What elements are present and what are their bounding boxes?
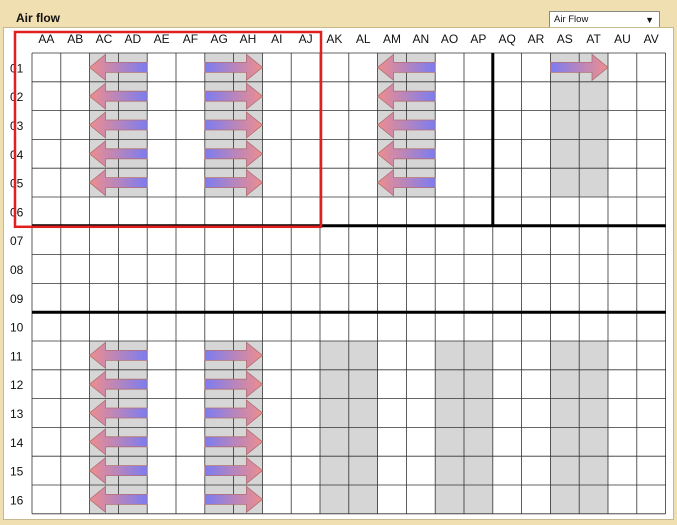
tile-aq-10[interactable] (493, 312, 522, 341)
tile-al-06[interactable] (349, 197, 378, 226)
column-label-am: AM (383, 32, 401, 46)
row-label-04: 04 (10, 147, 24, 162)
tile-af-12[interactable] (176, 370, 205, 399)
tile-aj-08[interactable] (291, 255, 320, 284)
tile-ar-07[interactable] (522, 226, 551, 255)
tile-aa-04[interactable] (32, 139, 61, 168)
tile-au-03[interactable] (608, 111, 637, 140)
tile-ab-16[interactable] (61, 485, 90, 514)
tile-aq-01[interactable] (493, 53, 522, 82)
tile-au-10[interactable] (608, 312, 637, 341)
row-label-02: 02 (10, 90, 24, 105)
tile-an-13[interactable] (406, 399, 435, 428)
tile-ak-09[interactable] (320, 283, 349, 312)
column-label-as: AS (556, 32, 573, 46)
tile-av-01[interactable] (637, 53, 666, 82)
tile-ap-01[interactable] (464, 53, 493, 82)
tile-av-07[interactable] (637, 226, 666, 255)
tile-ar-12[interactable] (522, 370, 551, 399)
tile-al-04[interactable] (349, 139, 378, 168)
tile-af-11[interactable] (176, 341, 205, 370)
tile-ak-04[interactable] (320, 139, 349, 168)
tile-ae-05[interactable] (147, 168, 176, 197)
tile-as-06[interactable] (550, 197, 579, 226)
tile-am-08[interactable] (378, 255, 407, 284)
column-label-al: AL (355, 32, 371, 46)
tile-au-14[interactable] (608, 427, 637, 456)
tile-am-13[interactable] (378, 399, 407, 428)
tile-aq-09[interactable] (493, 283, 522, 312)
tile-af-14[interactable] (176, 427, 205, 456)
row-label-10: 10 (10, 320, 24, 335)
row-label-11: 11 (10, 349, 23, 364)
column-label-ae: AE (153, 32, 170, 46)
column-label-ak: AK (326, 32, 343, 46)
tile-av-13[interactable] (637, 399, 666, 428)
tile-ah-09[interactable] (234, 283, 263, 312)
tile-ac-07[interactable] (90, 226, 119, 255)
tile-au-02[interactable] (608, 82, 637, 111)
tile-ac-10[interactable] (90, 312, 119, 341)
tile-ar-15[interactable] (522, 456, 551, 485)
tile-ao-06[interactable] (435, 197, 464, 226)
tile-av-16[interactable] (637, 485, 666, 514)
row-label-05: 05 (10, 176, 24, 191)
tile-ai-05[interactable] (262, 168, 291, 197)
tile-av-08[interactable] (637, 255, 666, 284)
tile-av-12[interactable] (637, 370, 666, 399)
row-label-13: 13 (10, 407, 24, 421)
tile-av-02[interactable] (637, 82, 666, 111)
tile-aq-02[interactable] (493, 82, 522, 111)
tile-ab-14[interactable] (61, 427, 90, 456)
tile-ae-07[interactable] (147, 226, 176, 255)
tile-au-11[interactable] (608, 341, 637, 370)
chevron-down-icon: ▼ (645, 15, 654, 25)
row-label-12: 12 (10, 378, 24, 393)
tile-aj-05[interactable] (291, 168, 320, 197)
tile-av-03[interactable] (637, 111, 666, 140)
tile-ar-10[interactable] (522, 312, 551, 341)
tile-aa-02[interactable] (32, 82, 61, 111)
tile-ai-04[interactable] (262, 139, 291, 168)
tile-ao-10[interactable] (435, 312, 464, 341)
tile-aq-08[interactable] (493, 255, 522, 284)
tile-af-01[interactable] (176, 53, 205, 82)
tile-ao-09[interactable] (435, 283, 464, 312)
tile-ar-01[interactable] (522, 53, 551, 82)
tile-aj-02[interactable] (291, 82, 320, 111)
tile-au-06[interactable] (608, 197, 637, 226)
tile-aa-13[interactable] (32, 399, 61, 428)
tile-ai-11[interactable] (262, 341, 291, 370)
tile-aj-03[interactable] (291, 111, 320, 140)
tile-ac-08[interactable] (90, 255, 119, 284)
tile-ae-03[interactable] (147, 111, 176, 140)
tile-ab-08[interactable] (61, 255, 90, 284)
tile-ar-02[interactable] (522, 82, 551, 111)
tile-aa-11[interactable] (32, 341, 61, 370)
tile-al-07[interactable] (349, 226, 378, 255)
tile-aa-12[interactable] (32, 370, 61, 399)
tile-au-07[interactable] (608, 226, 637, 255)
column-label-aj: AJ (298, 32, 313, 46)
tile-ai-09[interactable] (262, 283, 291, 312)
tile-aa-09[interactable] (32, 283, 61, 312)
tile-aj-14[interactable] (291, 427, 320, 456)
tile-aa-10[interactable] (32, 312, 61, 341)
tile-ag-07[interactable] (205, 226, 234, 255)
tile-af-06[interactable] (176, 197, 205, 226)
tile-ao-07[interactable] (435, 226, 464, 255)
tile-ai-13[interactable] (262, 399, 291, 428)
tile-ae-04[interactable] (147, 139, 176, 168)
tile-ap-03[interactable] (464, 111, 493, 140)
tile-ae-11[interactable] (147, 341, 176, 370)
tile-aq-11[interactable] (493, 341, 522, 370)
tile-ai-08[interactable] (262, 255, 291, 284)
tile-ae-14[interactable] (147, 427, 176, 456)
tile-ae-06[interactable] (147, 197, 176, 226)
tile-ar-13[interactable] (522, 399, 551, 428)
tile-av-14[interactable] (637, 427, 666, 456)
tile-at-08[interactable] (579, 255, 608, 284)
tile-aa-16[interactable] (32, 485, 61, 514)
tile-ak-06[interactable] (320, 197, 349, 226)
tile-ae-10[interactable] (147, 312, 176, 341)
column-label-an: AN (412, 32, 430, 46)
tile-ap-06[interactable] (464, 197, 493, 226)
tile-al-10[interactable] (349, 312, 378, 341)
tile-ab-12[interactable] (61, 370, 90, 399)
tile-aj-06[interactable] (291, 197, 320, 226)
tile-ap-07[interactable] (464, 226, 493, 255)
tile-aq-04[interactable] (493, 139, 522, 168)
tile-ae-13[interactable] (147, 399, 176, 428)
tile-aa-08[interactable] (32, 255, 61, 284)
tile-al-03[interactable] (349, 111, 378, 140)
tile-aj-13[interactable] (291, 399, 320, 428)
tile-ab-11[interactable] (61, 341, 90, 370)
tile-au-08[interactable] (608, 255, 637, 284)
tile-ab-05[interactable] (61, 168, 90, 197)
tile-ac-09[interactable] (90, 283, 119, 312)
tile-ao-08[interactable] (435, 255, 464, 284)
tile-af-10[interactable] (176, 312, 205, 341)
floor-grid[interactable] (4, 28, 673, 519)
tile-af-09[interactable] (176, 283, 205, 312)
tile-au-01[interactable] (608, 53, 637, 82)
tile-ad-07[interactable] (118, 226, 147, 255)
tile-ak-03[interactable] (320, 111, 349, 140)
tile-ap-08[interactable] (464, 255, 493, 284)
tile-ai-12[interactable] (262, 370, 291, 399)
tile-aa-03[interactable] (32, 111, 61, 140)
tile-aa-01[interactable] (32, 53, 61, 82)
tile-ap-09[interactable] (464, 283, 493, 312)
column-label-ab: AB (67, 32, 84, 46)
tile-ar-08[interactable] (522, 255, 551, 284)
tile-au-04[interactable] (608, 139, 637, 168)
tile-aj-11[interactable] (291, 341, 320, 370)
tile-am-12[interactable] (378, 370, 407, 399)
tile-aj-16[interactable] (291, 485, 320, 514)
tile-ag-10[interactable] (205, 312, 234, 341)
tile-as-10[interactable] (550, 312, 579, 341)
tile-ab-02[interactable] (61, 82, 90, 111)
tile-ao-04[interactable] (435, 139, 464, 168)
tile-af-03[interactable] (176, 111, 205, 140)
tile-ai-16[interactable] (262, 485, 291, 514)
tile-al-05[interactable] (349, 168, 378, 197)
tile-av-15[interactable] (637, 456, 666, 485)
tile-an-12[interactable] (406, 370, 435, 399)
tile-an-16[interactable] (406, 485, 435, 514)
tile-ar-14[interactable] (522, 427, 551, 456)
tile-aj-01[interactable] (291, 53, 320, 82)
tile-ar-04[interactable] (522, 139, 551, 168)
tile-av-11[interactable] (637, 341, 666, 370)
column-label-au: AU (614, 32, 631, 46)
tile-ab-15[interactable] (61, 456, 90, 485)
tile-an-09[interactable] (406, 283, 435, 312)
tile-as-09[interactable] (550, 283, 579, 312)
row-label-06: 06 (10, 205, 24, 220)
tile-am-06[interactable] (378, 197, 407, 226)
tile-ak-01[interactable] (320, 53, 349, 82)
tile-aq-06[interactable] (493, 197, 522, 226)
column-label-ah: AH (239, 32, 257, 46)
tile-ai-06[interactable] (262, 197, 291, 226)
tile-am-16[interactable] (378, 485, 407, 514)
tile-ai-14[interactable] (262, 427, 291, 456)
tile-am-15[interactable] (378, 456, 407, 485)
tile-av-04[interactable] (637, 139, 666, 168)
tile-av-09[interactable] (637, 283, 666, 312)
tile-ap-10[interactable] (464, 312, 493, 341)
tile-ao-03[interactable] (435, 111, 464, 140)
tile-ai-02[interactable] (262, 82, 291, 111)
tile-an-14[interactable] (406, 427, 435, 456)
tile-ao-01[interactable] (435, 53, 464, 82)
tile-ae-15[interactable] (147, 456, 176, 485)
view-select-value: Air Flow (554, 14, 589, 25)
tile-at-10[interactable] (579, 312, 608, 341)
tile-av-05[interactable] (637, 168, 666, 197)
tile-aq-12[interactable] (493, 370, 522, 399)
tile-ai-03[interactable] (262, 111, 291, 140)
row-label-08: 08 (10, 263, 24, 277)
tile-ap-04[interactable] (464, 139, 493, 168)
tile-aa-07[interactable] (32, 226, 61, 255)
tile-au-16[interactable] (608, 485, 637, 514)
tile-aq-14[interactable] (493, 427, 522, 456)
tile-am-09[interactable] (378, 283, 407, 312)
tile-ah-06[interactable] (234, 197, 263, 226)
tile-ar-11[interactable] (522, 341, 551, 370)
tile-at-06[interactable] (579, 197, 608, 226)
tile-ar-05[interactable] (522, 168, 551, 197)
column-label-ag: AG (210, 32, 228, 46)
tile-ar-06[interactable] (522, 197, 551, 226)
tile-an-07[interactable] (406, 226, 435, 255)
row-label-07: 07 (10, 234, 24, 249)
tile-ah-07[interactable] (234, 226, 263, 255)
tile-au-12[interactable] (608, 370, 637, 399)
tile-aq-15[interactable] (493, 456, 522, 485)
column-label-ao: AO (440, 32, 459, 46)
column-label-aq: AQ (498, 32, 516, 46)
tile-al-02[interactable] (349, 82, 378, 111)
column-label-aa: AA (38, 32, 55, 46)
tile-ae-16[interactable] (147, 485, 176, 514)
tile-ar-16[interactable] (522, 485, 551, 514)
tile-ae-12[interactable] (147, 370, 176, 399)
tile-ab-07[interactable] (61, 226, 90, 255)
tile-aj-07[interactable] (291, 226, 320, 255)
tile-aq-13[interactable] (493, 399, 522, 428)
tile-ag-06[interactable] (205, 197, 234, 226)
tile-ap-05[interactable] (464, 168, 493, 197)
column-label-at: AT (586, 32, 601, 46)
tile-an-06[interactable] (406, 197, 435, 226)
tile-am-10[interactable] (378, 312, 407, 341)
tile-ak-02[interactable] (320, 82, 349, 111)
tile-af-08[interactable] (176, 255, 205, 284)
tile-ac-06[interactable] (90, 197, 119, 226)
tile-an-10[interactable] (406, 312, 435, 341)
tile-ab-03[interactable] (61, 111, 90, 140)
tile-af-07[interactable] (176, 226, 205, 255)
tile-ar-03[interactable] (522, 111, 551, 140)
tile-af-04[interactable] (176, 139, 205, 168)
tile-ak-05[interactable] (320, 168, 349, 197)
tile-aj-15[interactable] (291, 456, 320, 485)
tile-am-07[interactable] (378, 226, 407, 255)
tile-ak-07[interactable] (320, 226, 349, 255)
tile-au-13[interactable] (608, 399, 637, 428)
tile-ad-10[interactable] (118, 312, 147, 341)
tile-ae-02[interactable] (147, 82, 176, 111)
tile-af-16[interactable] (176, 485, 205, 514)
tile-ad-06[interactable] (118, 197, 147, 226)
tile-ag-08[interactable] (205, 255, 234, 284)
column-label-ad: AD (124, 32, 142, 46)
tile-av-06[interactable] (637, 197, 666, 226)
tile-ab-06[interactable] (61, 197, 90, 226)
tile-aj-10[interactable] (291, 312, 320, 341)
row-label-16: 16 (10, 493, 24, 508)
tile-al-09[interactable] (349, 283, 378, 312)
tile-au-15[interactable] (608, 456, 637, 485)
tile-aa-14[interactable] (32, 427, 61, 456)
row-label-03: 03 (10, 119, 24, 133)
tile-ak-10[interactable] (320, 312, 349, 341)
tile-ad-09[interactable] (118, 283, 147, 312)
column-label-ai: AI (271, 32, 283, 46)
tile-au-09[interactable] (608, 283, 637, 312)
tile-am-14[interactable] (378, 427, 407, 456)
tile-aa-05[interactable] (32, 168, 61, 197)
tile-al-01[interactable] (349, 53, 378, 82)
tile-ai-07[interactable] (262, 226, 291, 255)
tile-at-07[interactable] (579, 226, 608, 255)
tile-af-15[interactable] (176, 456, 205, 485)
tile-ae-09[interactable] (147, 283, 176, 312)
tile-af-13[interactable] (176, 399, 205, 428)
tile-ad-08[interactable] (118, 255, 147, 284)
tile-at-09[interactable] (579, 283, 608, 312)
page-title: Air flow (16, 11, 60, 25)
tile-ah-10[interactable] (234, 312, 263, 341)
tile-aj-12[interactable] (291, 370, 320, 399)
tile-ah-08[interactable] (234, 255, 263, 284)
row-label-01: 01 (10, 61, 24, 76)
tile-an-08[interactable] (406, 255, 435, 284)
tile-ab-09[interactable] (61, 283, 90, 312)
tile-aq-07[interactable] (493, 226, 522, 255)
floor-grid-panel (3, 27, 674, 520)
tile-ai-01[interactable] (262, 53, 291, 82)
tile-ao-02[interactable] (435, 82, 464, 111)
row-label-14: 14 (10, 435, 24, 450)
tile-an-11[interactable] (406, 341, 435, 370)
tile-ap-02[interactable] (464, 82, 493, 111)
column-label-ac: AC (95, 32, 113, 46)
tile-av-10[interactable] (637, 312, 666, 341)
tile-an-15[interactable] (406, 456, 435, 485)
column-label-ar: AR (527, 32, 545, 46)
tile-al-08[interactable] (349, 255, 378, 284)
tile-ao-05[interactable] (435, 168, 464, 197)
tile-aj-04[interactable] (291, 139, 320, 168)
tile-aq-05[interactable] (493, 168, 522, 197)
tile-au-05[interactable] (608, 168, 637, 197)
tile-ab-10[interactable] (61, 312, 90, 341)
tile-ae-08[interactable] (147, 255, 176, 284)
column-label-af: AF (182, 32, 199, 46)
column-label-ap: AP (470, 32, 487, 46)
row-label-15: 15 (10, 464, 24, 479)
tile-am-11[interactable] (378, 341, 407, 370)
tile-as-07[interactable] (550, 226, 579, 255)
tile-aa-15[interactable] (32, 456, 61, 485)
tile-ab-13[interactable] (61, 399, 90, 428)
tile-ak-08[interactable] (320, 255, 349, 284)
tile-ab-01[interactable] (61, 53, 90, 82)
tile-aa-06[interactable] (32, 197, 61, 226)
tile-ai-10[interactable] (262, 312, 291, 341)
tile-aq-16[interactable] (493, 485, 522, 514)
tile-aq-03[interactable] (493, 111, 522, 140)
row-label-09: 09 (10, 291, 24, 306)
tile-ai-15[interactable] (262, 456, 291, 485)
tile-aj-09[interactable] (291, 283, 320, 312)
tile-ae-01[interactable] (147, 53, 176, 82)
column-label-av: AV (643, 32, 659, 46)
tile-as-08[interactable] (550, 255, 579, 284)
tile-ab-04[interactable] (61, 139, 90, 168)
tile-ar-09[interactable] (522, 283, 551, 312)
tile-ag-09[interactable] (205, 283, 234, 312)
tile-af-05[interactable] (176, 168, 205, 197)
tile-af-02[interactable] (176, 82, 205, 111)
